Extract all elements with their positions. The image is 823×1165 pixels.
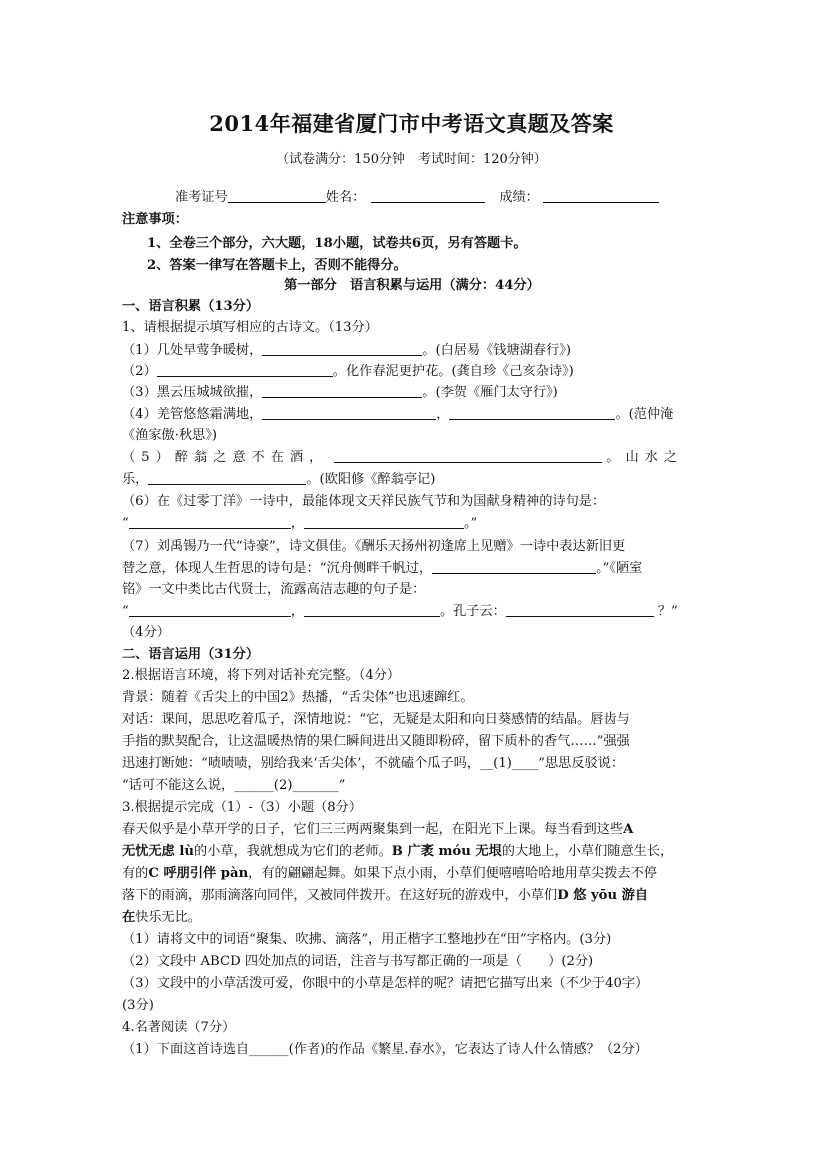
q1-5-text-b: 乐， bbox=[122, 472, 149, 487]
question-4-1: （1）下面这首诗选自______(作者)的作品《繁星.春水》，它表达了诗人什么情感？（2分） bbox=[122, 1042, 648, 1057]
q1-2-text: （2） bbox=[122, 364, 157, 379]
q3-option-c: C 呼朋引伴 pàn bbox=[148, 866, 249, 881]
q3-text-5: ，有的翩翩起舞。如果下点小雨，小草们便嘻嘻哈哈地用草尖拨去不停 bbox=[248, 866, 657, 881]
question-1-3 bbox=[122, 383, 702, 402]
question-1-5-cont bbox=[122, 470, 702, 489]
question-2-dialogue-2: 手指的默契配合，让这温暖热情的果仁瞬间进出又随即粉碎，留下质朴的香气……”强强 bbox=[122, 734, 630, 749]
question-3-passage-4 bbox=[122, 886, 702, 905]
question-1-2 bbox=[122, 362, 702, 381]
question-3-3-score: (3分) bbox=[122, 998, 154, 1013]
question-1-1 bbox=[122, 341, 702, 360]
q1-7-blank-c bbox=[304, 603, 440, 617]
q1-1-text: （1）几处早莺争暖树， bbox=[122, 343, 263, 358]
q1-6-blank-b bbox=[304, 515, 464, 529]
notes-item-2: 2、答案一律写在答题卡上，否则不能得分。 bbox=[147, 258, 407, 273]
question-3: 3.根据提示完成（1）-（3）小题（8分） bbox=[122, 800, 363, 815]
q1-2-blank bbox=[157, 363, 333, 377]
question-1-7-line4 bbox=[122, 602, 702, 621]
question-2-dialogue-1: 对话：课间，思思吃着瓜子，深情地说：“它，无疑是太阳和向日葵感情的结晶。唇齿与 bbox=[122, 712, 630, 727]
q3-option-a: 无忧无虑 lù bbox=[122, 844, 194, 859]
q1-5-cont: 。山水之 bbox=[606, 450, 684, 465]
candidate-id-blank bbox=[228, 189, 326, 203]
q1-6-blank-a bbox=[129, 515, 291, 529]
question-3-passage-1 bbox=[122, 820, 702, 839]
q1-7-blank-d bbox=[506, 603, 654, 617]
q1-5-blank-b bbox=[148, 471, 306, 485]
q1-4-blank-a bbox=[262, 406, 436, 420]
q3-text-6: 落下的雨滴，那雨滴落向同伴，又被同伴拨开。在这好玩的游戏中，小草们 bbox=[122, 888, 558, 903]
q1-7-comma: ， bbox=[290, 604, 304, 619]
section2-heading: 二、语言运用（31分） bbox=[122, 647, 260, 662]
q3-text-1: 春天似乎是小草开学的日子，它们三三两两聚集到一起，在阳光下上课。每当看到这些 bbox=[122, 822, 624, 837]
q1-5-text: （5）醉翁之意不在酒， bbox=[122, 450, 329, 465]
notes-item-1: 1、全卷三个部分，六大题，18小题，试卷共6页，另有答题卡。 bbox=[147, 236, 527, 251]
section1-heading: 一、语言积累（13分） bbox=[122, 299, 260, 314]
q3-option-d: D 悠 yōu 游自 bbox=[557, 888, 649, 903]
q1-3-blank bbox=[262, 384, 422, 398]
question-1-4 bbox=[122, 405, 702, 424]
question-1-7-line3: 铭》一文中类比古代贤士，流露高洁志趣的句子是： bbox=[122, 582, 426, 597]
question-3-passage-5 bbox=[122, 908, 702, 927]
q3-text-3: 的大地上，小草们随意生长， bbox=[501, 844, 674, 859]
candidate-score-label: 成绩： bbox=[499, 190, 539, 205]
candidate-score-blank bbox=[543, 189, 659, 203]
q1-6-comma: ， bbox=[290, 516, 304, 531]
q1-2-source: 。化作春泥更护花。(龚自珍《己亥杂诗》) bbox=[332, 364, 574, 379]
q3-option-d-end: 在 bbox=[122, 910, 136, 925]
page-title: 2014年福建省厦门市中考语文真题及答案 bbox=[209, 111, 614, 136]
question-3-1: （1）请将文中的词语“聚集、吹拂、滴落”，用正楷字工整地抄在“田”字格内。(3分) bbox=[122, 932, 612, 947]
question-3-passage-2 bbox=[122, 842, 702, 861]
part1-heading: 第一部分 语言积累与运用（满分：44分） bbox=[284, 278, 540, 293]
q1-7-quote: “ bbox=[122, 604, 129, 619]
question-3-2: （2）文段中 ABCD 四处加点的词语，注音与书写都正确的一项是（ ）(2分) bbox=[122, 954, 594, 969]
question-3-passage-3 bbox=[122, 864, 702, 883]
candidate-info-row bbox=[175, 188, 755, 207]
q1-7-confucius: 。孔子云： bbox=[439, 604, 506, 619]
q1-1-source: 。(白居易《钱塘湖春行》) bbox=[422, 343, 572, 358]
question-2-dialogue-4: “话可不能这么说，______(2)_______” bbox=[122, 778, 346, 793]
question-1-6-answer bbox=[122, 514, 702, 533]
q3-option-b: B 广袤 móu 无垠 bbox=[391, 844, 502, 859]
question-1-6: （6）在《过零丁洋》一诗中，最能体现文天祥民族气节和为国献身精神的诗句是： bbox=[122, 494, 606, 509]
question-1-7-line2 bbox=[122, 559, 702, 578]
notes-heading: 注意事项： bbox=[122, 212, 188, 227]
question-1: 1、请根据提示填写相应的古诗文。（13分） bbox=[122, 320, 378, 335]
q1-5-source: 。(欧阳修《醉翁亭记) bbox=[306, 472, 436, 487]
question-1-7-score: （4分） bbox=[122, 625, 170, 640]
candidate-name-blank bbox=[371, 189, 485, 203]
question-3-3: （3）文段中的小草活泼可爱，你眼中的小草是怎样的呢？请把它描写出来（不少于40字） bbox=[122, 976, 649, 991]
q1-3-source: 。(李贺《雁门太守行》) bbox=[422, 385, 558, 400]
q1-6-end: 。” bbox=[463, 516, 478, 531]
q3-option-a-letter: A bbox=[623, 822, 634, 837]
question-1-5 bbox=[122, 448, 702, 467]
question-1-7: （7）刘禹锡乃一代“诗豪”，诗文俱佳。《酬乐天扬州初逢席上见赠》一诗中表达新旧更 bbox=[122, 539, 626, 554]
question-1-4-cont: 《渔家傲·秋思》) bbox=[122, 428, 218, 443]
candidate-id-label: 准考证号 bbox=[175, 190, 228, 205]
page-subtitle: （试卷满分：150分钟 考试时间：120分钟） bbox=[276, 152, 547, 167]
q3-text-2: 的小草，我就想成为它们的老师。 bbox=[193, 844, 392, 859]
q1-7-blank-b bbox=[129, 603, 291, 617]
question-2-background: 背景：随着《舌尖上的中国2》热播，“舌尖体”也迅速蹿红。 bbox=[122, 690, 474, 705]
q1-4-source: 。(范仲淹 bbox=[615, 407, 674, 422]
question-2-dialogue-3: 迅速打断她：“啧啧啧，别给我来‘舌尖体’，不就磕个瓜子吗，__(1)____”思思反驳说： bbox=[122, 756, 625, 771]
q3-text-4: 有的 bbox=[122, 866, 149, 881]
q1-1-blank bbox=[262, 342, 422, 356]
q1-4-comma: ， bbox=[436, 407, 450, 422]
q1-7-text: 替之意，体现人生哲思的诗句是：“沉舟侧畔千帆过， bbox=[122, 561, 433, 576]
q3-text-7: 快乐无比。 bbox=[135, 910, 202, 925]
question-2: 2.根据语言环境，将下列对话补充完整。（4分） bbox=[122, 668, 401, 683]
q1-6-quote: “ bbox=[122, 516, 129, 531]
q1-7-cont: 。”《陋室 bbox=[596, 561, 643, 576]
q1-4-blank-b bbox=[449, 406, 615, 420]
q1-7-end: ？” bbox=[657, 604, 678, 619]
q1-5-blank-a bbox=[334, 449, 602, 463]
q1-7-blank-a bbox=[432, 560, 596, 574]
q1-4-text: （4）羌管悠悠霜满地， bbox=[122, 407, 263, 422]
candidate-name-label: 姓名： bbox=[325, 190, 366, 205]
q1-3-text: （3）黑云压城城欲摧， bbox=[122, 385, 263, 400]
question-4: 4.名著阅读（7分） bbox=[122, 1020, 236, 1035]
